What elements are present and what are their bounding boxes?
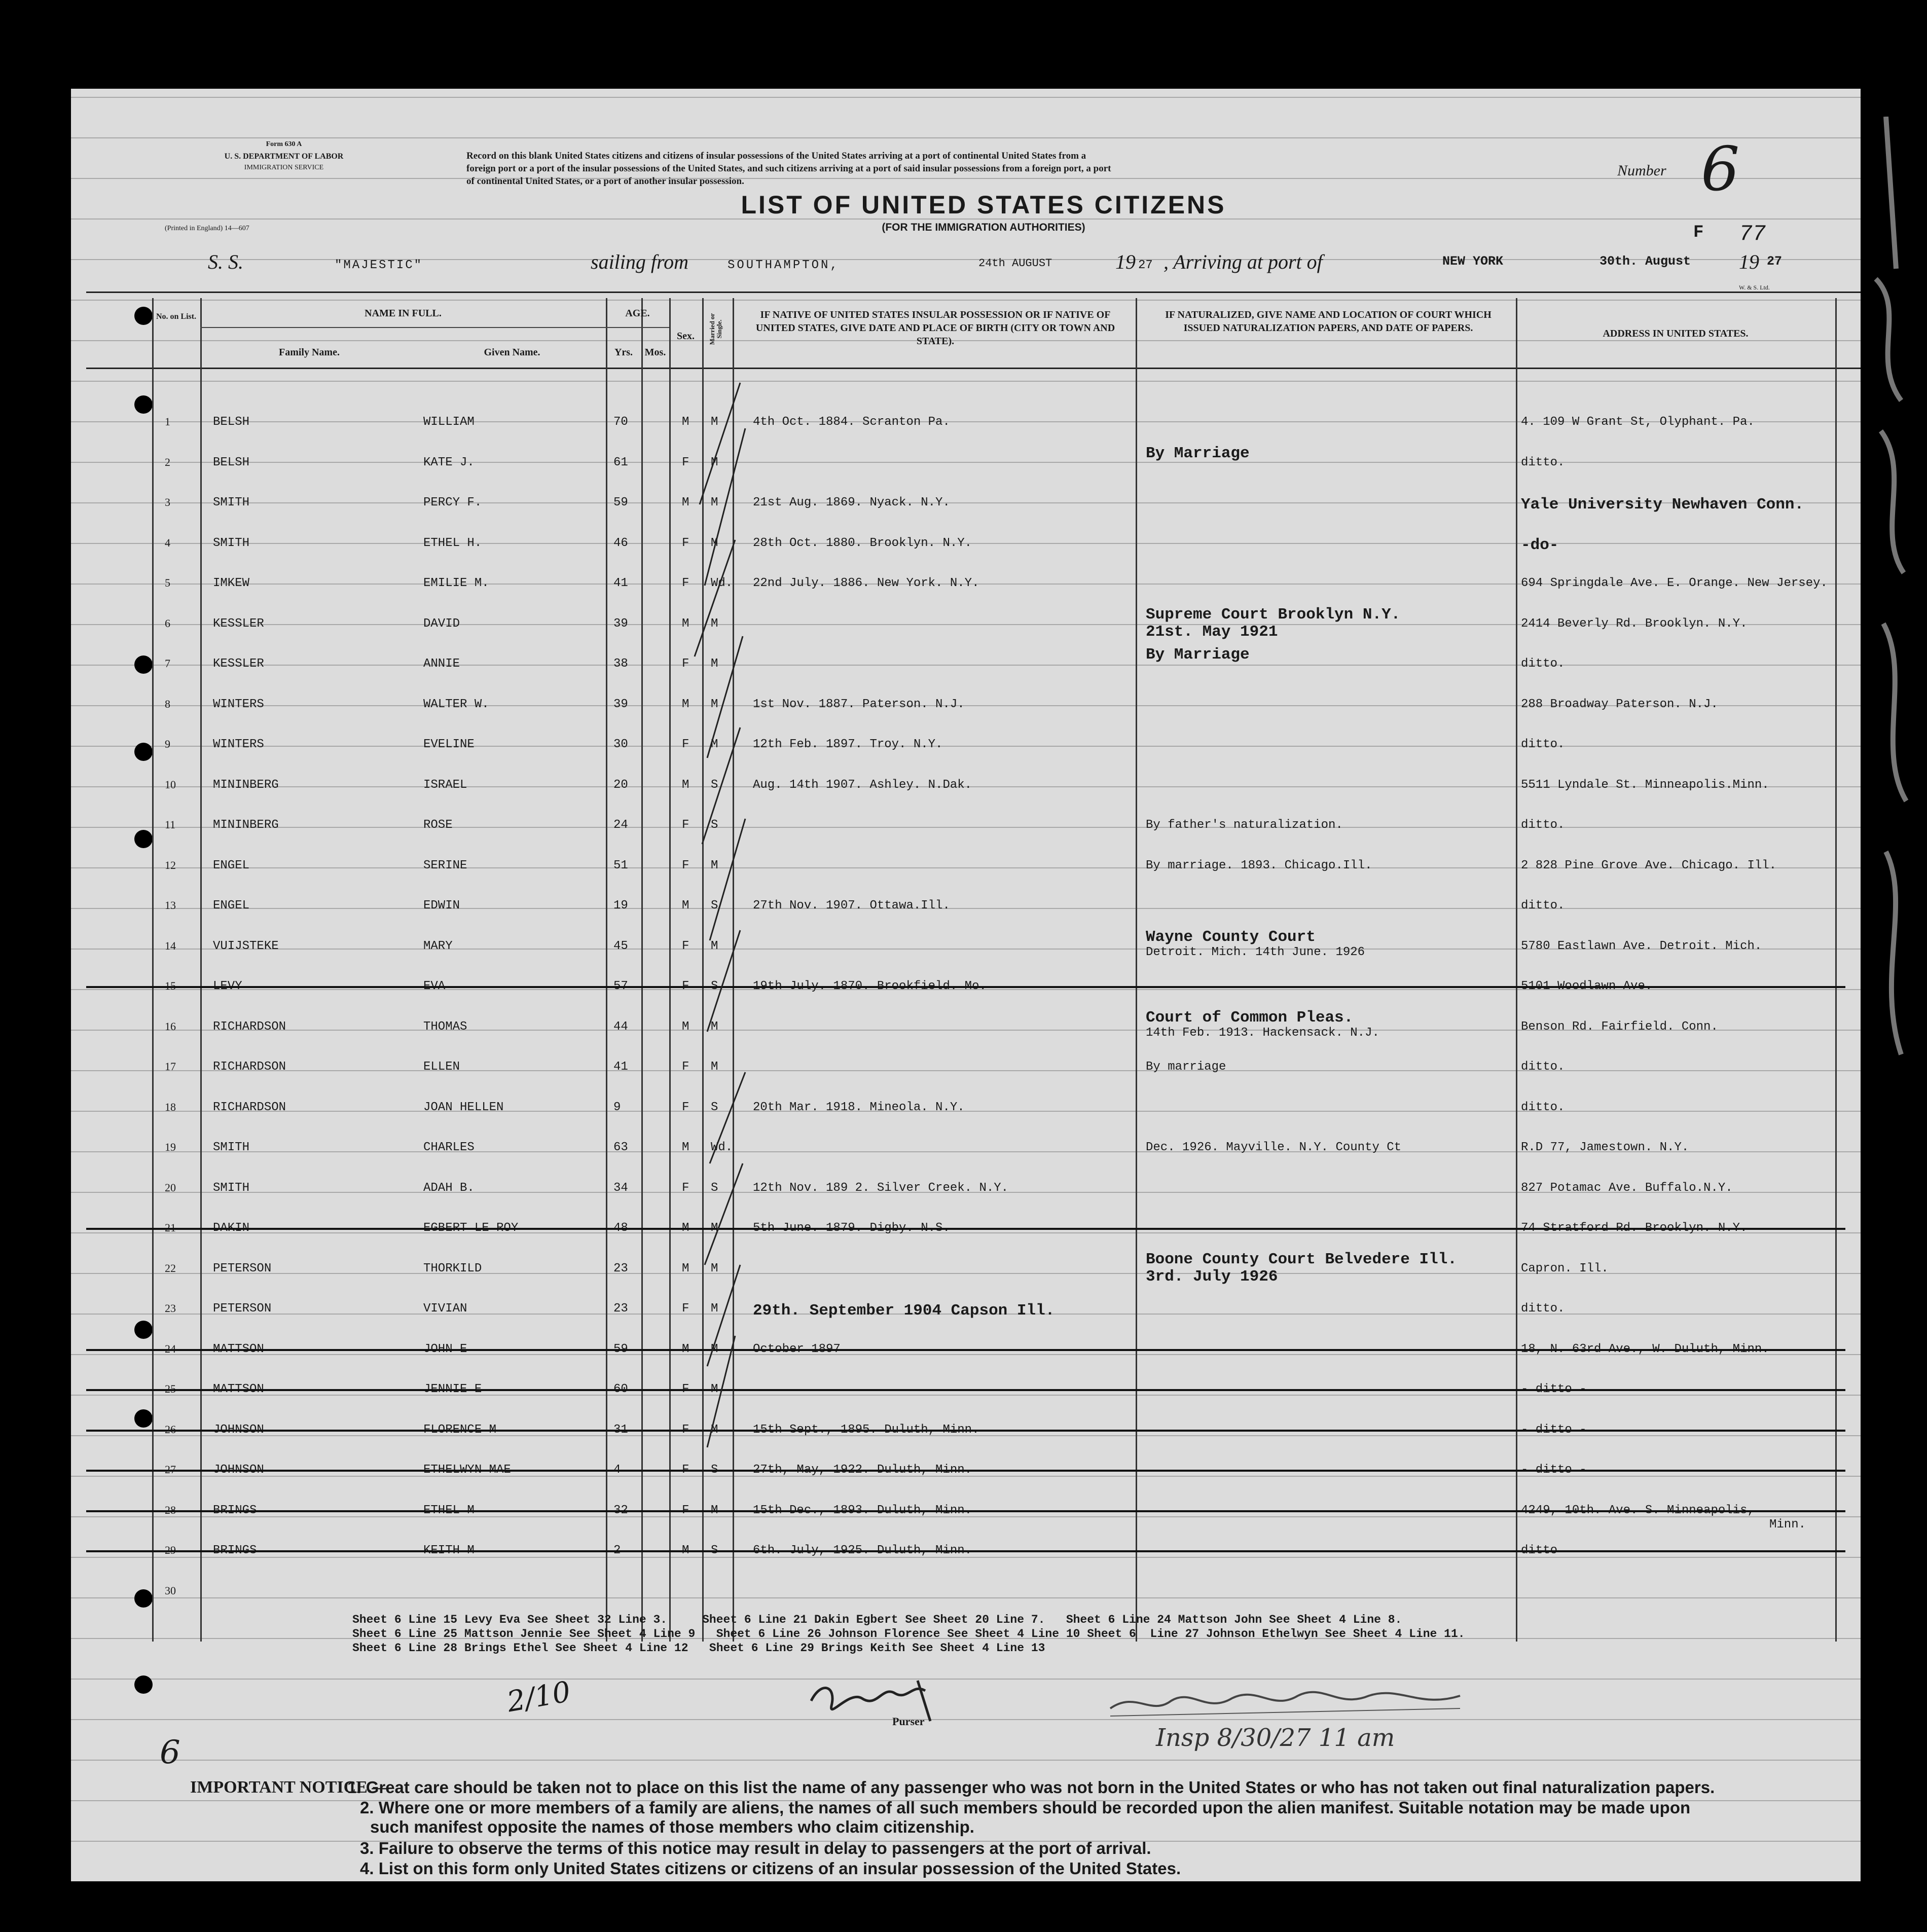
age-years: 59 bbox=[613, 496, 628, 509]
age-years: 41 bbox=[613, 1060, 628, 1074]
marital-status: M bbox=[711, 858, 718, 872]
punch-hole bbox=[134, 1589, 153, 1608]
sex: M bbox=[682, 1261, 689, 1275]
given-name: EVELINE bbox=[423, 738, 475, 751]
naturalization-details: Wayne County Court bbox=[1146, 928, 1316, 946]
age-years: 46 bbox=[613, 536, 628, 550]
row-number: 3 bbox=[165, 496, 170, 508]
given-name: THORKILD bbox=[423, 1261, 482, 1275]
col-header-age: AGE. bbox=[625, 308, 650, 319]
cross-reference-line: Sheet 6 Line 15 Levy Eva See Sheet 32 Line 3. Sheet 6 Line 21 Dakin Egbert See Sheet 20 Line 7. Sheet 6 Line 24 Mattson John See Sheet 4 Line 8. bbox=[352, 1613, 1402, 1626]
table-top-rule bbox=[86, 291, 1861, 293]
marital-status: M bbox=[711, 496, 718, 509]
birth-details: 27th Nov. 1907. Ottawa.Ill. bbox=[753, 899, 950, 913]
col-header-birth: IF NATIVE OF UNITED STATES INSULAR POSSESSION OR IF NATIVE OF UNITED STATES, GIVE DATE AND PLACE OF BIRTH (CITY OR TOWN AND STATE). bbox=[755, 309, 1115, 347]
sheet-number: 6 bbox=[1701, 134, 1740, 205]
arrival-year-prefix: 19 bbox=[1739, 250, 1759, 273]
row-number: 14 bbox=[165, 939, 176, 952]
sex: F bbox=[682, 1181, 689, 1195]
sex: F bbox=[682, 939, 689, 953]
given-name: CHARLES bbox=[423, 1141, 475, 1154]
strike-through-line bbox=[86, 1510, 1845, 1512]
age-years: 41 bbox=[613, 576, 628, 590]
strike-through-line bbox=[86, 1349, 1845, 1351]
age-years: 20 bbox=[613, 778, 628, 792]
us-address: -do- bbox=[1521, 536, 1559, 554]
arrival-port: NEW YORK bbox=[1442, 254, 1504, 269]
sheet-code: 77 bbox=[1739, 222, 1766, 247]
col-header-sex: Sex. bbox=[677, 331, 695, 342]
col-header-name: NAME IN FULL. bbox=[365, 308, 442, 319]
cross-reference-line: Sheet 6 Line 25 Mattson Jennie See Sheet 4 Line 9 Sheet 6 Line 26 Johnson Florence See Sheet 4 Line 10 Sheet 6 Line 27 Johnson Ethelwyn See Sheet 4 Line 11. bbox=[352, 1627, 1465, 1641]
sex: F bbox=[682, 657, 689, 671]
birth-details: 28th Oct. 1880. Brooklyn. N.Y. bbox=[753, 536, 972, 550]
age-years: 39 bbox=[613, 616, 628, 631]
age-years: 19 bbox=[613, 899, 628, 913]
age-subheader-rule bbox=[606, 327, 669, 328]
sex: M bbox=[682, 415, 689, 429]
row-number: 1 bbox=[165, 415, 170, 428]
marital-status: M bbox=[711, 738, 718, 751]
family-name: SMITH bbox=[213, 496, 250, 509]
given-name: ADAH B. bbox=[423, 1181, 475, 1195]
punch-hole bbox=[134, 395, 153, 414]
corner-number: 6 bbox=[160, 1734, 180, 1771]
sex: F bbox=[682, 818, 689, 832]
naturalization-details: By Marriage bbox=[1146, 444, 1250, 462]
arriving-label: , Arriving at port of bbox=[1164, 250, 1323, 273]
column-rule bbox=[152, 298, 154, 1642]
column-rule bbox=[1835, 298, 1837, 1642]
age-years: 39 bbox=[613, 697, 628, 711]
column-rule bbox=[641, 298, 643, 1642]
given-name: ANNIE bbox=[423, 657, 460, 671]
given-name: EDWIN bbox=[423, 899, 460, 913]
row-number: 2 bbox=[165, 455, 170, 468]
row-number: 9 bbox=[165, 738, 170, 750]
col-header-family: Family Name. bbox=[279, 347, 340, 358]
naturalization-details: Court of Common Pleas. bbox=[1146, 1008, 1354, 1027]
us-address: Yale University Newhaven Conn. bbox=[1521, 496, 1804, 514]
document-subtitle: (FOR THE IMMIGRATION AUTHORITIES) bbox=[882, 222, 1085, 233]
family-name: BELSH bbox=[213, 415, 250, 429]
arrival-date: 30th. August bbox=[1599, 254, 1691, 269]
notice-item: 1. Great care should be taken not to place on this list the name of any passenger who was not born in the United States or who has not taken out final naturalization papers. bbox=[347, 1778, 1715, 1797]
row-number: 7 bbox=[165, 657, 170, 670]
birth-details: 22nd July. 1886. New York. N.Y. bbox=[753, 576, 979, 590]
birth-details: 20th Mar. 1918. Mineola. N.Y. bbox=[753, 1100, 965, 1114]
ss-label: S. S. bbox=[208, 250, 243, 273]
strike-through-line bbox=[86, 1430, 1845, 1432]
marital-status: M bbox=[711, 415, 718, 429]
family-name: ENGEL bbox=[213, 899, 250, 913]
table-header-rule bbox=[86, 368, 1861, 369]
name-subheader-rule bbox=[200, 327, 641, 328]
us-address-line2: Minn. bbox=[1769, 1517, 1806, 1532]
number-label: Number bbox=[1617, 162, 1666, 179]
sex: M bbox=[682, 1019, 689, 1034]
given-name: THOMAS bbox=[423, 1019, 467, 1034]
punch-hole bbox=[134, 830, 153, 848]
naturalization-details: By father's naturalization. bbox=[1146, 818, 1343, 832]
strike-through-line bbox=[86, 986, 1845, 988]
row-number: 19 bbox=[165, 1141, 176, 1153]
col-header-mos: Mos. bbox=[644, 347, 666, 358]
notice-item: 4. List on this form only United States citizens or citizens of an insular possession of the United States. bbox=[360, 1859, 1181, 1878]
us-address: ditto. bbox=[1521, 1100, 1565, 1114]
family-name: IMKEW bbox=[213, 576, 250, 590]
naturalization-details-line2: 3rd. July 1926 bbox=[1146, 1267, 1278, 1286]
naturalization-details: By Marriage bbox=[1146, 646, 1250, 664]
sailing-year-prefix: 19 bbox=[1115, 250, 1136, 273]
age-years: 51 bbox=[613, 858, 628, 872]
purser-label: Purser bbox=[892, 1715, 925, 1728]
sex: M bbox=[682, 496, 689, 509]
family-name: SMITH bbox=[213, 1141, 250, 1154]
family-name: SMITH bbox=[213, 1181, 250, 1195]
pencil-tick-marks bbox=[659, 373, 771, 1513]
column-rule bbox=[1136, 298, 1137, 1642]
departure-port: SOUTHAMPTON, bbox=[728, 259, 840, 272]
printer-mark: W. & S. Ltd. bbox=[1739, 284, 1770, 291]
us-address: R.D 77, Jamestown. N.Y. bbox=[1521, 1141, 1689, 1154]
sheet-code-prefix: F bbox=[1693, 223, 1704, 242]
given-name: PERCY F. bbox=[423, 496, 482, 509]
sex: M bbox=[682, 899, 689, 913]
us-address: ditto. bbox=[1521, 657, 1565, 671]
us-address: ditto. bbox=[1521, 1060, 1565, 1074]
us-address: ditto. bbox=[1521, 738, 1565, 751]
col-header-married: Married or Single. bbox=[708, 313, 723, 345]
marital-status: M bbox=[711, 939, 718, 953]
instruction-line-1: Record on this blank United States citizens and citizens of insular possessions of the United States arriving at a port of continental United States from a bbox=[466, 151, 1086, 161]
age-years: 38 bbox=[613, 657, 628, 671]
punch-hole bbox=[134, 655, 153, 674]
sex: F bbox=[682, 536, 689, 550]
sailing-date: 24th AUGUST bbox=[978, 257, 1052, 270]
age-years: 44 bbox=[613, 1019, 628, 1034]
us-address: 5780 Eastlawn Ave. Detroit. Mich. bbox=[1521, 939, 1762, 953]
sex: M bbox=[682, 616, 689, 631]
notice-item: 3. Failure to observe the terms of this notice may result in delay to passengers at the port of arrival. bbox=[360, 1839, 1151, 1857]
ship-name: "MAJESTIC" bbox=[335, 259, 423, 272]
birth-details: 1st Nov. 1887. Paterson. N.J. bbox=[753, 697, 965, 711]
given-name: ELLEN bbox=[423, 1060, 460, 1074]
instruction-line-3: of continental United States, or a port of another insular possession. bbox=[466, 176, 744, 187]
punch-hole bbox=[134, 743, 153, 761]
row-number: 13 bbox=[165, 899, 176, 912]
row-number: 22 bbox=[165, 1261, 176, 1274]
sex: M bbox=[682, 778, 689, 792]
marital-status: S bbox=[711, 1100, 718, 1114]
given-name: WALTER W. bbox=[423, 697, 489, 711]
department-label: U. S. DEPARTMENT OF LABOR bbox=[224, 152, 344, 161]
us-address: Benson Rd. Fairfield. Conn. bbox=[1521, 1019, 1718, 1034]
marital-status: M bbox=[711, 536, 718, 550]
punch-hole bbox=[134, 1409, 153, 1428]
given-name: VIVIAN bbox=[423, 1302, 467, 1316]
sex: F bbox=[682, 1060, 689, 1074]
sex: F bbox=[682, 738, 689, 751]
marital-status: M bbox=[711, 455, 718, 469]
form-number: Form 630 A bbox=[266, 140, 302, 148]
age-years: 23 bbox=[613, 1302, 628, 1316]
marital-status: S bbox=[711, 899, 718, 913]
punch-hole bbox=[134, 1675, 153, 1694]
strike-through-line bbox=[86, 1228, 1845, 1230]
marital-status: M bbox=[711, 1060, 718, 1074]
age-years: 61 bbox=[613, 455, 628, 469]
us-address: Capron. Ill. bbox=[1521, 1261, 1609, 1275]
marital-status: S bbox=[711, 818, 718, 832]
instruction-line-2: foreign port or a port of the insular possessions of the United States, and such citizens arriving at a port of said insular possessions from a foreign port, a port bbox=[466, 163, 1111, 174]
printed-label: (Printed in England) 14—607 bbox=[165, 225, 249, 232]
inspector-date: Insp 8/30/27 11 am bbox=[1156, 1724, 1395, 1752]
given-name: KATE J. bbox=[423, 455, 475, 469]
given-name: DAVID bbox=[423, 616, 460, 631]
sex: M bbox=[682, 697, 689, 711]
family-name: KESSLER bbox=[213, 657, 264, 671]
sex: F bbox=[682, 455, 689, 469]
col-header-address: ADDRESS IN UNITED STATES. bbox=[1603, 328, 1749, 339]
age-years: 70 bbox=[613, 415, 628, 429]
given-name: JOAN HELLEN bbox=[423, 1100, 504, 1114]
marital-status: M bbox=[711, 1261, 718, 1275]
row-number: 10 bbox=[165, 778, 176, 791]
margin-scribbles bbox=[1866, 117, 1921, 1080]
us-address: ditto. bbox=[1521, 1302, 1565, 1316]
row-number: 17 bbox=[165, 1060, 176, 1073]
naturalization-details-line2: 21st. May 1921 bbox=[1146, 623, 1278, 641]
handwritten-note: 2/10 bbox=[504, 1675, 573, 1719]
family-name: KESSLER bbox=[213, 616, 264, 631]
notice-item: such manifest opposite the names of those members who claim citizenship. bbox=[370, 1817, 974, 1836]
row-number: 6 bbox=[165, 616, 170, 630]
col-header-yrs: Yrs. bbox=[614, 347, 633, 358]
marital-status: S bbox=[711, 778, 718, 792]
birth-details: 4th Oct. 1884. Scranton Pa. bbox=[753, 415, 950, 429]
given-name: ISRAEL bbox=[423, 778, 467, 792]
naturalization-details: By marriage. 1893. Chicago.Ill. bbox=[1146, 858, 1372, 872]
marital-status: M bbox=[711, 1302, 718, 1316]
marital-status: S bbox=[711, 1181, 718, 1195]
naturalization-details: Boone County Court Belvedere Ill. bbox=[1146, 1250, 1457, 1268]
strike-through-line bbox=[86, 1389, 1845, 1391]
marital-status: Wd. bbox=[711, 576, 733, 590]
birth-details: 29th. September 1904 Capson Ill. bbox=[753, 1302, 1055, 1320]
birth-details: 12th Nov. 189 2. Silver Creek. N.Y. bbox=[753, 1181, 1009, 1195]
family-name: RICHARDSON bbox=[213, 1019, 286, 1034]
punch-hole bbox=[134, 1321, 153, 1339]
sailing-year: 27 bbox=[1138, 259, 1153, 272]
naturalization-details: Dec. 1926. Mayville. N.Y. County Ct bbox=[1146, 1141, 1402, 1154]
manifest-sheet bbox=[71, 89, 1861, 1881]
column-rule bbox=[1516, 298, 1517, 1642]
family-name: PETERSON bbox=[213, 1261, 272, 1275]
sex: F bbox=[682, 1100, 689, 1114]
row-number: 8 bbox=[165, 697, 170, 710]
us-address: ditto. bbox=[1521, 818, 1565, 832]
sex: F bbox=[682, 1302, 689, 1316]
row-number: 18 bbox=[165, 1100, 176, 1113]
column-rule bbox=[200, 298, 202, 1642]
arrival-year: 27 bbox=[1767, 254, 1783, 269]
sex: F bbox=[682, 576, 689, 590]
birth-details: 12th Feb. 1897. Troy. N.Y. bbox=[753, 738, 943, 751]
given-name: EMILIE M. bbox=[423, 576, 489, 590]
row-number: 20 bbox=[165, 1181, 176, 1194]
notice-heading: IMPORTANT NOTICE.— bbox=[190, 1778, 389, 1797]
family-name: VUIJSTEKE bbox=[213, 939, 279, 953]
us-address: ditto. bbox=[1521, 455, 1565, 469]
purser-signature bbox=[801, 1670, 953, 1731]
marital-status: M bbox=[711, 616, 718, 631]
row-number: 23 bbox=[165, 1302, 176, 1315]
family-name: RICHARDSON bbox=[213, 1100, 286, 1114]
age-years: 23 bbox=[613, 1261, 628, 1275]
us-address: 2 828 Pine Grove Ave. Chicago. Ill. bbox=[1521, 858, 1777, 872]
naturalization-details-line2: 14th Feb. 1913. Hackensack. N.J. bbox=[1146, 1026, 1379, 1040]
document-title: LIST OF UNITED STATES CITIZENS bbox=[741, 191, 1226, 219]
us-address: ditto. bbox=[1521, 899, 1565, 913]
column-rule bbox=[606, 298, 607, 1642]
family-name: ENGEL bbox=[213, 858, 250, 872]
col-header-given: Given Name. bbox=[484, 347, 540, 358]
us-address: 2414 Beverly Rd. Brooklyn. N.Y. bbox=[1521, 616, 1748, 631]
family-name: SMITH bbox=[213, 536, 250, 550]
row-number: 5 bbox=[165, 576, 170, 589]
marital-status: M bbox=[711, 697, 718, 711]
age-years: 63 bbox=[613, 1141, 628, 1154]
us-address: 827 Potamac Ave. Buffalo.N.Y. bbox=[1521, 1181, 1733, 1195]
col-header-naturalized: IF NATURALIZED, GIVE NAME AND LOCATION OF COURT WHICH ISSUED NATURALIZATION PAPERS, AND DATE OF PAPERS. bbox=[1165, 309, 1492, 334]
row-number: 12 bbox=[165, 858, 176, 871]
service-label: IMMIGRATION SERVICE bbox=[244, 164, 324, 171]
us-address: 694 Springdale Ave. E. Orange. New Jersey. bbox=[1521, 576, 1828, 590]
birth-details: Aug. 14th 1907. Ashley. N.Dak. bbox=[753, 778, 972, 792]
age-years: 24 bbox=[613, 818, 628, 832]
notice-item: 2. Where one or more members of a family are aliens, the names of all such members should be recorded upon the alien manifest. Suitable notation may be made upon bbox=[360, 1798, 1691, 1817]
family-name: BELSH bbox=[213, 455, 250, 469]
naturalization-details: Supreme Court Brooklyn N.Y. bbox=[1146, 605, 1401, 624]
col-header-no: No. on List. bbox=[156, 312, 197, 321]
sailing-label: sailing from bbox=[591, 250, 688, 273]
given-name: ROSE bbox=[423, 818, 453, 832]
age-years: 9 bbox=[613, 1100, 621, 1114]
naturalization-details-line2: Detroit. Mich. 14th June. 1926 bbox=[1146, 945, 1365, 959]
age-years: 30 bbox=[613, 738, 628, 751]
row-number: 16 bbox=[165, 1019, 176, 1033]
cross-reference-line: Sheet 6 Line 28 Brings Ethel See Sheet 4 Line 12 Sheet 6 Line 29 Brings Keith See Sheet 4 Line 13 bbox=[352, 1642, 1045, 1655]
inspector-signature bbox=[1105, 1681, 1470, 1726]
birth-details: 21st Aug. 1869. Nyack. N.Y. bbox=[753, 496, 950, 509]
family-name: RICHARDSON bbox=[213, 1060, 286, 1074]
marital-status: M bbox=[711, 657, 718, 671]
us-address: 4. 109 W Grant St, Olyphant. Pa. bbox=[1521, 415, 1755, 429]
strike-through-line bbox=[86, 1470, 1845, 1472]
family-name: MININBERG bbox=[213, 818, 279, 832]
row-number: 30 bbox=[165, 1584, 176, 1597]
us-address: 288 Broadway Paterson. N.J. bbox=[1521, 697, 1718, 711]
row-number: 11 bbox=[165, 818, 176, 831]
marital-status: Wd. bbox=[711, 1141, 733, 1154]
us-address: 5511 Lyndale St. Minneapolis.Minn. bbox=[1521, 778, 1769, 792]
age-years: 45 bbox=[613, 939, 628, 953]
row-number: 4 bbox=[165, 536, 170, 549]
naturalization-details: By marriage bbox=[1146, 1060, 1226, 1074]
family-name: MININBERG bbox=[213, 778, 279, 792]
family-name: WINTERS bbox=[213, 738, 264, 751]
strike-through-line bbox=[86, 1550, 1845, 1552]
age-years: 34 bbox=[613, 1181, 628, 1195]
family-name: PETERSON bbox=[213, 1302, 272, 1316]
given-name: WILLIAM bbox=[423, 415, 475, 429]
given-name: ETHEL H. bbox=[423, 536, 482, 550]
given-name: MARY bbox=[423, 939, 453, 953]
punch-hole bbox=[134, 307, 153, 325]
sex: M bbox=[682, 1141, 689, 1154]
sex: F bbox=[682, 858, 689, 872]
family-name: WINTERS bbox=[213, 697, 264, 711]
given-name: SERINE bbox=[423, 858, 467, 872]
marital-status: M bbox=[711, 1019, 718, 1034]
